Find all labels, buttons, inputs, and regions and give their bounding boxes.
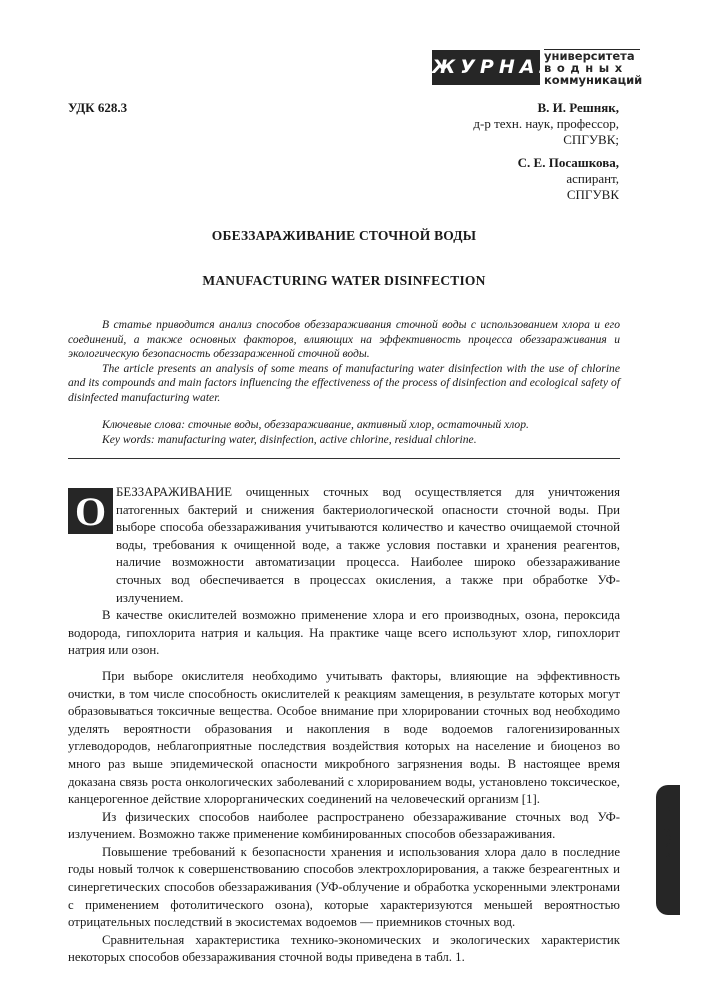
- abstract-russian: В статье приводится анализ способов обеззараживания сточной воды с использованием хлора и его соединений, а также основных факторов, влияющих на эффективность процесса обеззараживания и экологическую безопасность обеззараженной сточной воды.: [68, 318, 620, 360]
- logo-lines: [544, 49, 643, 87]
- body-paragraph: При выборе окислителя необходимо учитывать факторы, влияющие на эффективность очистки, в том числе способность окислителей к реакциям замещения, в результате которых могут образовываться токсичные вещества. Особое внимание при хлорировании сточных вод необходимо уделять вероятности образования и накопления в воде водоемов галогенизированных углеводородов, неблагоприятные последствия воздействия которых на население и биоценоз во много раз выше эпидемической опасности микробного загрязнения воды. В настоящее время доказана связь роста онкологических заболеваний с хлорированием воды, установлено токсическое, канцерогенное действие хлорорганических соединений на человеческий организм [1].: [68, 668, 620, 807]
- keywords: [102, 418, 622, 447]
- logo-block: [432, 50, 561, 85]
- author-detail: СПГУВК: [566, 187, 619, 202]
- author-name: В. И. Решняк,: [537, 100, 619, 115]
- author-name: С. Е. Посашкова,: [517, 155, 619, 170]
- author-detail: аспирант,: [566, 171, 619, 186]
- title-russian: ОБЕЗЗАРАЖИВАНИЕ СТОЧНОЙ ВОДЫ: [211, 228, 477, 243]
- body-paragraph: Из физических способов наиболее распространено обеззараживание сточных вод УФ-излучением. Возможно также применение комбинированных способов обеззараживания.: [68, 809, 620, 842]
- logo-line-2: водных: [544, 61, 628, 75]
- keywords-english: Key words: manufacturing water, disinfection, active chlorine, residual chlorine.: [102, 432, 477, 446]
- author-detail: СПГУВК;: [563, 132, 619, 147]
- body-paragraph: Сравнительная характеристика технико-экономических и экологических характеристик некоторых способов обеззараживания сточной воды приведена в табл. 1.: [68, 932, 620, 965]
- abstract-english: The article presents an analysis of some means of manufacturing water disinfection with the use of chlorine and its compounds and main factors influencing the effectiveness of the process of disinfection and ecological safety of disinfected manufacturing water.: [68, 361, 620, 404]
- logo-word: ЖУРНАЛ: [432, 56, 561, 78]
- section-divider: [68, 458, 620, 459]
- abstract: [68, 318, 620, 405]
- logo-line-3: коммуникаций: [544, 73, 643, 87]
- udk-code: УДК 628.3: [68, 100, 128, 115]
- body-paragraph: В качестве окислителей возможно применение хлора и его производных, озона, пероксида водорода, гипохлорита натрия и кальция. На практике чаще всего используют хлор, гипохлорит натрия или озон.: [68, 608, 620, 658]
- article-body: [68, 484, 620, 967]
- drop-cap-letter: О: [74, 489, 107, 534]
- author-1: [473, 100, 619, 148]
- body-paragraph: БЕЗЗАРАЖИВАНИЕ очищенных сточных вод осуществляется для уничтожения патогенных бактерий и снижения бактериологической опасности сточной воды. При выборе способа обеззараживания учитываются количество и качество очищаемой сточной воды, требования к очищенной воде, а также условия поставки и хранения реагентов, наличие возможности автоматизации процесса. Наиболее широко обеззараживание сточных вод обеспечивается в процессах окисления, а также при обработке УФ-излучением.: [116, 485, 620, 605]
- keywords-russian: Ключевые слова: сточные воды, обеззараживание, активный хлор, остаточный хлор.: [102, 418, 529, 431]
- logo-line-1: университета: [544, 49, 640, 62]
- body-paragraph: Повышение требований к безопасности хранения и использования хлора дало в последние годы новый толчок к совершенствованию способов электрохлорирования, а также безреагентных и синергетических способов обеззараживания (УФ-облучение и обработка ускоренными электронами с применением фотолитического озона), которые характеризуются меньшей вероятностью отрицательных последствий в экосистемах водоемов — приемников сточных вод.: [68, 844, 620, 930]
- issue-label: Выпуск 2: [662, 804, 674, 858]
- author-2: [518, 155, 619, 203]
- author-detail: д-р техн. наук, профессор,: [473, 116, 619, 131]
- journal-logo: [432, 49, 643, 87]
- title-english: MANUFACTURING WATER DISINFECTION: [202, 273, 486, 288]
